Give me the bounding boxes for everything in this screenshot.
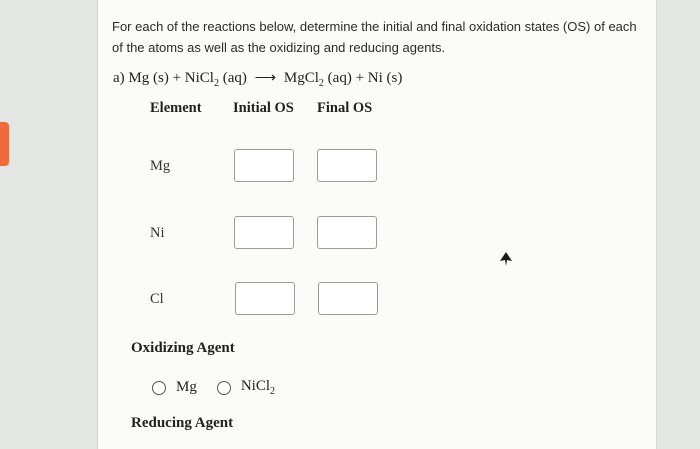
- oxidizing-option-nicl2[interactable]: [217, 378, 275, 397]
- cl-initial-os-input[interactable]: [235, 282, 295, 315]
- side-tab[interactable]: [0, 122, 9, 166]
- header-initial-os: Initial OS: [233, 100, 294, 116]
- reactant-mg: Mg (s): [128, 70, 169, 86]
- oxidizing-agent-options: [152, 378, 275, 397]
- reaction-arrow: ⟶: [254, 70, 277, 86]
- oxidizing-option-mg[interactable]: [152, 379, 197, 396]
- reducing-agent-title: Reducing Agent: [131, 415, 234, 431]
- mg-final-os-input[interactable]: [317, 149, 377, 182]
- option-label: Mg: [176, 379, 197, 395]
- header-final-os: Final OS: [317, 100, 373, 116]
- element-mg-label: Mg: [150, 158, 171, 174]
- option-label: NiCl$_2$: [240, 378, 276, 397]
- reaction-equation: [113, 68, 402, 89]
- plus-sign: +: [172, 70, 182, 86]
- ni-initial-os-input[interactable]: [234, 216, 294, 249]
- reaction-prefix: a): [113, 70, 125, 86]
- radio-button[interactable]: [152, 381, 166, 395]
- question-card: [97, 0, 657, 449]
- element-ni-label: Ni: [150, 225, 165, 241]
- cl-final-os-input[interactable]: [318, 282, 378, 315]
- product-ni: Ni (s): [367, 70, 403, 86]
- element-cl-label: Cl: [150, 291, 164, 307]
- oxidizing-agent-title: Oxidizing Agent: [131, 340, 235, 356]
- ni-final-os-input[interactable]: [317, 216, 377, 249]
- reactant-nicl2: NiCl$_2$ (aq): [184, 70, 247, 89]
- product-mgcl2: MgCl$_2$ (aq): [283, 70, 352, 89]
- mouse-pointer-icon: [500, 252, 512, 266]
- header-element: Element: [150, 100, 202, 116]
- plus-sign: +: [355, 70, 365, 86]
- mg-initial-os-input[interactable]: [234, 149, 294, 182]
- radio-button[interactable]: [217, 381, 231, 395]
- instructions-text: For each of the reactions below, determine the initial and final oxidation states (OS) of each of the atoms as well as the oxidizing and reducing agents.: [112, 19, 637, 55]
